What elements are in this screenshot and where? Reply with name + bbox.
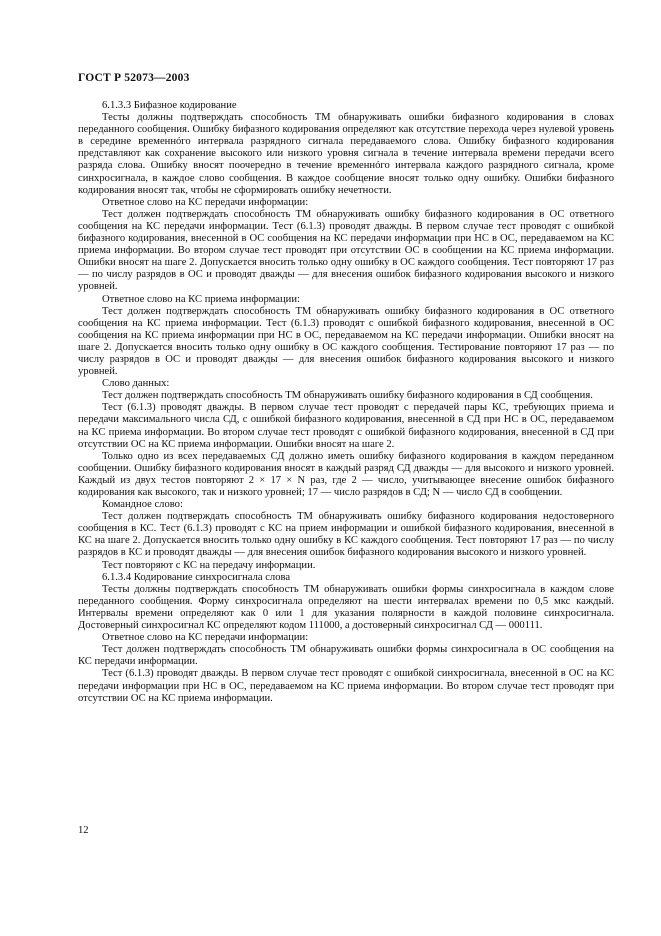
subheading: Ответное слово на КС передачи информации: [102,632,309,644]
section-heading-6-1-3-3: 6.1.3.3 Бифазное кодирование [102,100,237,111]
paragraph: Тесты должны подтверждать способность ТМ обнаруживать ошибки формы синхросигнала в каждом слове переданного сообщения. Форму синхросигнала определяют на шести интервалах времени по 0,5 мкс каждый. Интервалы времени определяют как 0 или 1 для указания полярности в каждой половине синхросигнала. Достоверный синхросигнал КС определяют кодом 111000, а достоверный синхросигнал СД — 000111. [78,583,614,632]
paragraph: Тест должен подтверждать способность ТМ обнаруживать ошибку бифазного кодирования недостоверного сообщения в КС. Тест (6.1.3) проводят с КС на прием информации и ошибкой бифазного кодирования, внесенной в КС на шаге 2. Допускается вносить только одну ошибку в КС каждого сообщения. Тест повторяют 17 раз — по числу разрядов в КС и проводят дважды — для внесения ошибок бифазного кодирования высокого и низкого уровней. [78,511,614,559]
paragraph: Тест повторяют с КС на передачу информации. [102,559,316,571]
paragraph: Только одно из всех передаваемых СД должно иметь ошибку бифазного кодирования в каждом переданном сообщении. Ошибку бифазного кодирования вносят в каждый разряд СД дважды — для высокого и низкого уровней. Каждый из двух тестов повторяют 2 × 17 × N раз, где 2 — число, учитывающее внесение ошибок бифазного кодирования как высокого, так и низкого уровней; 17 — число разрядов в СД; N — число СД в сообщении. [78,450,614,498]
subheading: Ответное слово на КС приема информации: [102,293,300,305]
paragraph: Тест должен подтверждать способность ТМ обнаруживать ошибки формы синхросигнала в ОС сообщения на КС передачи информации. [78,644,614,668]
paragraph: Тест (6.1.3) проводят дважды. В первом случае тест проводят с ошибкой синхросигнала, внесенной в ОС на КС передачи информации при НС в ОС, передаваемом на КС приема информации. Во втором случае тест проводят при отсутствии ОС на КС приема информации. [78,668,614,704]
subheading: Командное слово: [102,499,183,511]
paragraph: Тесты должны подтверждать способность ТМ обнаруживать ошибки бифазного кодирования в словах переданного сообщения. Ошибку бифазного кодирования определяют как отсутствие перехода через нулевой уровень в середине временнóго интервала разрядного сигнала передаваемого слова. Ошибку бифазного кодирования представляют как сохранение высокого или низкого уровня сигнала в течение интервала времени передачи всего разряда слова. Ошибку вносят поочередно в течение временнóго интервала каждого разрядного сигнала, кроме синхросигнала, в каждое слово сообщения. В каждое сообщение вносят только одну ошибку. Ошибки бифазного кодирования вносят так, чтобы не сформировать ошибку нечетности. [78,112,614,196]
section-heading-6-1-3-4: 6.1.3.4 Кодирование синхросигнала слова [102,571,291,583]
subheading: Ответное слово на КС передачи информации: [102,196,309,208]
document-body [78,100,614,705]
document-header: ГОСТ Р 52073—2003 [78,72,190,84]
paragraph: Тест должен подтверждать способность ТМ обнаруживать ошибку бифазного кодирования в ОС ответного сообщения на КС передачи информации. Тест (6.1.3) проводят дважды. В первом случае тест проводят с ошибкой бифазного кодирования, внесенной в ОС сообщения на КС передачи информации при НС в ОС, передаваемом на КС приема информации. Во втором случае тест проводят при отсутствии ОС в сообщении на КС приема информации. Ошибки вносят на шаге 2. Допускается вносить только одну ошибку в ОС каждого сообщения. Тест повторяют 17 раз — по числу разрядов в ОС и проводят дважды — для внесения ошибок бифазного кодирования высокого и низкого уровней. [78,208,614,293]
paragraph: Тест (6.1.3) проводят дважды. В первом случае тест проводят с передачей пары КС, требующих приема и передачи максимального числа СД, с ошибкой бифазного кодирования, внесенной в СД при НС в ОС, передаваемом на КС приема информации. Во втором случае тест проводят с ошибкой бифазного кодирования, внесенной в СД при отсутствии ОС на КС приема информации. Ошибки вносят на шаге 2. [78,402,614,450]
paragraph: Тест должен подтверждать способность ТМ обнаруживать ошибку бифазного кодирования в ОС ответного сообщения на КС приема информации. Тест (6.1.3) проводят с ошибкой бифазного кодирования, внесенной в ОС сообщения на КС приема информации при НС в ОС, передаваемом на КС передачи информации. Ошибки вносят на шаге 2. Допускается вносить только одну ошибку в ОС каждого сообщения. Тестирование повторяют 17 раз — по числу разрядов в ОС и проводят дважды — для внесения ошибок бифазного кодирования высокого и низкого уровней. [78,305,614,378]
page-number: 12 [78,825,89,836]
paragraph: Тест должен подтверждать способность ТМ обнаруживать ошибку бифазного кодирования в СД сообщения. [102,390,593,402]
subheading: Слово данных: [102,378,170,390]
